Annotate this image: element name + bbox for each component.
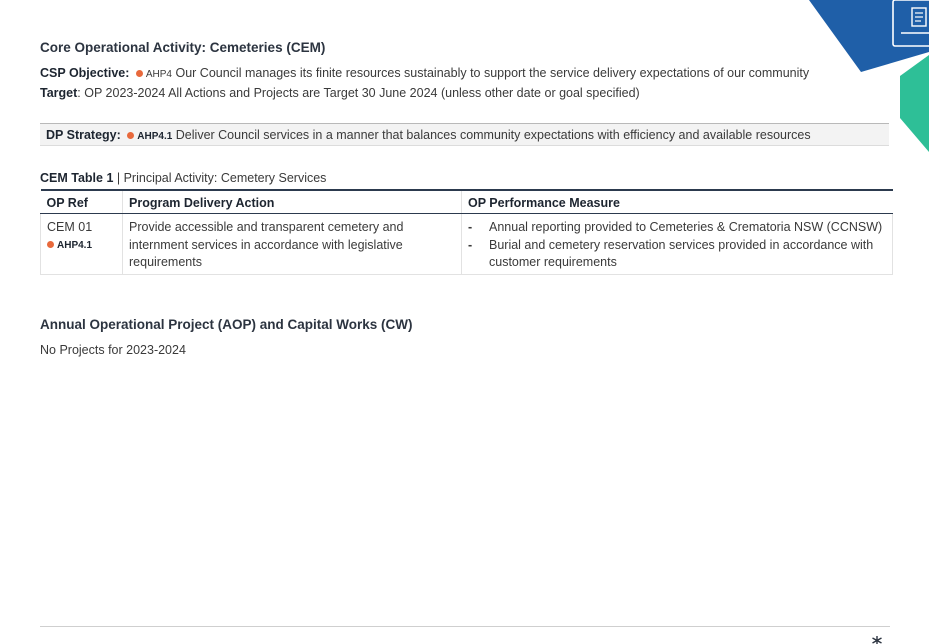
program-delivery-action-cell: Provide accessible and transparent cemetery and internment services in accordance with legislative requirements [123,214,462,275]
table-caption-label: CEM Table 1 [40,171,114,185]
bullet-dot-icon [136,70,143,77]
table-caption [40,171,326,185]
column-header-op-performance-measure: OP Performance Measure [462,190,893,214]
csp-objective-code: AHP4 [145,69,172,80]
footer-divider [40,626,890,627]
target-label: Target [40,86,78,100]
table-header-row [41,190,893,214]
operational-plan-table [40,189,893,275]
performance-measure-cell [462,214,893,275]
aop-section-title: Annual Operational Project (AOP) and Capital Works (CW) [40,317,413,332]
corner-blue-triangle [809,0,929,72]
column-header-op-ref: OP Ref [41,190,123,214]
bullet-dot-icon [47,241,54,248]
op-ref-code [47,237,116,255]
csp-objective-label: CSP Objective: [40,66,130,80]
section-title: Core Operational Activity: Cemeteries (CEM) [40,40,326,55]
dp-strategy-text: Deliver Council services in a manner that balances community expectations with efficiency and available resources [175,128,811,142]
op-ref-cell [41,214,123,275]
performance-measure-list [468,219,886,272]
table-caption-text: | Principal Activity: Cemetery Services [113,171,327,185]
target-line [40,86,640,100]
target-text: : OP 2023-2024 All Actions and Projects are Target 30 June 2024 (unless other date or goal specified) [77,86,640,100]
op-ref-code-text: AHP4.1 [57,239,93,251]
bullet-dot-icon [127,132,134,139]
csp-objective [40,66,809,80]
sparkle-icon [870,634,884,644]
aop-no-projects-text: No Projects for 2023-2024 [40,343,186,357]
dp-strategy-box [40,123,889,146]
column-header-program-delivery-action: Program Delivery Action [123,190,462,214]
dp-strategy-code: AHP4.1 [137,131,173,142]
table-row [41,214,893,275]
dp-strategy-label: DP Strategy: [46,128,121,142]
corner-green-band [900,55,929,152]
csp-objective-text: Our Council manages its finite resources sustainably to support the service delivery expectations of our community [175,66,810,80]
performance-measure-item: - Burial and cemetery reservation services provided in accordance with customer requirements [468,237,886,272]
op-ref: CEM 01 [47,220,93,234]
performance-measure-item: - Annual reporting provided to Cemeteries & Crematoria NSW (CCNSW) [468,219,886,237]
